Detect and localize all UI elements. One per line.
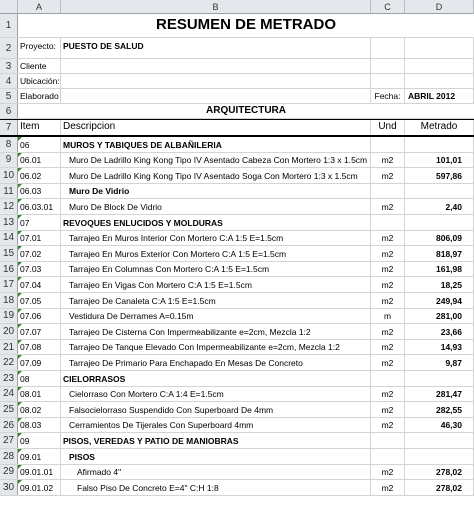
- description-cell[interactable]: Tarrajeo En Columnas Con Mortero C:A 1:5 E=1.5cm: [61, 262, 371, 277]
- table-row: [0, 231, 474, 247]
- metrado-cell[interactable]: [405, 184, 474, 199]
- item-code-cell[interactable]: 07.08: [18, 340, 61, 355]
- row-number[interactable]: 29: [0, 465, 18, 480]
- metrado-cell[interactable]: 161,98: [405, 262, 474, 277]
- description-cell[interactable]: Cielorraso Con Mortero C:A 1:4 E=1.5cm: [61, 387, 371, 402]
- row-number[interactable]: 28: [0, 449, 18, 464]
- item-code-cell[interactable]: 08.01: [18, 387, 61, 402]
- description-cell[interactable]: Tarrajeo En Muros Exterior Con Mortero C:A 1:5 E=1.5cm: [61, 246, 371, 261]
- description-cell[interactable]: Afirmado 4": [61, 465, 371, 480]
- row-number[interactable]: 2: [0, 38, 18, 58]
- row-number[interactable]: 4: [0, 74, 18, 88]
- row-number[interactable]: 15: [0, 246, 18, 261]
- table-row: [0, 246, 474, 262]
- metrado-cell[interactable]: 9,87: [405, 355, 474, 370]
- row-number[interactable]: 1: [0, 14, 18, 37]
- row-number[interactable]: 3: [0, 59, 18, 73]
- description-cell[interactable]: MUROS Y TABIQUES DE ALBAÑILERIA: [61, 137, 371, 152]
- item-code-cell[interactable]: 08: [18, 371, 61, 386]
- item-code-cell[interactable]: 07.05: [18, 293, 61, 308]
- fecha-label[interactable]: Fecha:: [371, 89, 405, 103]
- item-code-cell[interactable]: 06.01: [18, 153, 61, 168]
- item-code-cell[interactable]: 06: [18, 137, 61, 152]
- description-cell[interactable]: Tarrajeo De Cisterna Con Impermeabilizante e=2cm, Mezcla 1:2: [61, 324, 371, 339]
- ubicacion-label[interactable]: Ubicación:: [20, 76, 60, 86]
- description-cell[interactable]: CIELORRASOS: [61, 371, 371, 386]
- row-number[interactable]: 5: [0, 89, 18, 103]
- description-cell[interactable]: Falso Piso De Concreto E=4" C:H 1:8: [61, 480, 371, 495]
- row-number[interactable]: 21: [0, 340, 18, 355]
- table-row: [0, 418, 474, 434]
- unit-cell[interactable]: m2: [371, 246, 405, 261]
- column-header-d[interactable]: D: [405, 0, 474, 14]
- table-row: [0, 277, 474, 293]
- item-code-cell[interactable]: 06.02: [18, 168, 61, 183]
- description-cell[interactable]: Muro De Ladrillo King Kong Tipo IV Asentado Soga Con Mortero 1:3 x 1.5cm: [61, 168, 371, 183]
- unit-cell[interactable]: m2: [371, 277, 405, 292]
- item-code-cell[interactable]: 07: [18, 215, 61, 230]
- item-code-cell[interactable]: 07.09: [18, 355, 61, 370]
- metrado-cell[interactable]: 282,55: [405, 402, 474, 417]
- row-number[interactable]: 24: [0, 387, 18, 402]
- row-number[interactable]: 11: [0, 184, 18, 199]
- item-code-cell[interactable]: 09.01.02: [18, 480, 61, 495]
- description-cell[interactable]: PISOS, VEREDAS Y PATIO DE MANIOBRAS: [61, 433, 371, 448]
- unit-cell[interactable]: m2: [371, 231, 405, 246]
- table-row: [0, 387, 474, 403]
- metrado-cell[interactable]: 281,47: [405, 387, 474, 402]
- metrado-cell[interactable]: [405, 449, 474, 464]
- row-number[interactable]: 6: [0, 104, 18, 118]
- row-number[interactable]: 22: [0, 355, 18, 370]
- metrado-cell[interactable]: 278,02: [405, 480, 474, 495]
- row-number[interactable]: 20: [0, 324, 18, 339]
- table-row: [0, 340, 474, 356]
- cell[interactable]: [61, 74, 371, 88]
- row-number[interactable]: 27: [0, 433, 18, 448]
- cliente-label[interactable]: Cliente: [18, 59, 61, 73]
- cell[interactable]: [371, 38, 405, 58]
- item-code-cell[interactable]: 07.06: [18, 309, 61, 324]
- unit-cell[interactable]: m2: [371, 153, 405, 168]
- description-cell[interactable]: Tarrajeo En Muros Interior Con Mortero C:A 1:5 E=1.5cm: [61, 231, 371, 246]
- unit-cell[interactable]: [371, 433, 405, 448]
- proyecto-value[interactable]: PUESTO DE SALUD: [61, 38, 371, 58]
- row-number[interactable]: 17: [0, 277, 18, 292]
- item-code-cell[interactable]: 07.07: [18, 324, 61, 339]
- metrado-cell[interactable]: [405, 137, 474, 152]
- row-number[interactable]: 19: [0, 309, 18, 324]
- metrado-cell[interactable]: 818,97: [405, 246, 474, 261]
- unit-cell[interactable]: [371, 184, 405, 199]
- row-number[interactable]: 10: [0, 168, 18, 183]
- unit-cell[interactable]: [371, 371, 405, 386]
- header-item[interactable]: Item: [18, 120, 61, 135]
- description-cell[interactable]: Tarrajeo En Vigas Con Mortero C:A 1:5 E=1.5cm: [61, 277, 371, 292]
- metrado-cell[interactable]: 14,93: [405, 340, 474, 355]
- row-number[interactable]: 18: [0, 293, 18, 308]
- item-code-cell[interactable]: 08.02: [18, 402, 61, 417]
- table-row: [0, 371, 474, 387]
- table-row: [0, 449, 474, 465]
- header-metrado[interactable]: Metrado: [405, 120, 474, 135]
- metrado-cell[interactable]: 278,02: [405, 465, 474, 480]
- table-row: [0, 184, 474, 200]
- row-7: [0, 119, 474, 137]
- table-row: [0, 293, 474, 309]
- table-row: [0, 465, 474, 481]
- row-3: [0, 59, 474, 74]
- row-5: [0, 89, 474, 104]
- section-title[interactable]: ARQUITECTURA: [206, 105, 286, 116]
- metrado-cell[interactable]: 101,01: [405, 153, 474, 168]
- table-row: [0, 480, 474, 496]
- proyecto-label[interactable]: Proyecto:: [18, 38, 61, 58]
- unit-cell[interactable]: m2: [371, 465, 405, 480]
- unit-cell[interactable]: m2: [371, 199, 405, 214]
- description-cell[interactable]: Muro De Ladrillo King Kong Tipo IV Asentado Cabeza Con Mortero 1:3 x 1.5cm: [61, 153, 371, 168]
- unit-cell[interactable]: m2: [371, 402, 405, 417]
- table-row: [0, 168, 474, 184]
- description-cell[interactable]: Vestidura De Derrames A=0.15m: [61, 309, 371, 324]
- table-row: [0, 309, 474, 325]
- unit-cell[interactable]: m2: [371, 387, 405, 402]
- description-cell[interactable]: Tarrajeo De Tanque Elevado Con Impermeabilizante e=2cm, Mezcla 1:2: [61, 340, 371, 355]
- row-number[interactable]: 12: [0, 199, 18, 214]
- metrado-cell[interactable]: 46,30: [405, 418, 474, 433]
- table-row: [0, 324, 474, 340]
- description-cell[interactable]: PISOS: [61, 449, 371, 464]
- cell[interactable]: [61, 59, 371, 73]
- unit-cell[interactable]: m: [371, 309, 405, 324]
- row-number[interactable]: 23: [0, 371, 18, 386]
- sheet-title[interactable]: RESUMEN DE METRADO: [155, 16, 336, 33]
- row-number[interactable]: 30: [0, 480, 18, 495]
- unit-cell[interactable]: [371, 215, 405, 230]
- column-header-b[interactable]: B: [61, 0, 371, 14]
- item-code-cell[interactable]: 07.03: [18, 262, 61, 277]
- unit-cell[interactable]: m2: [371, 293, 405, 308]
- unit-cell[interactable]: m2: [371, 168, 405, 183]
- metrado-cell[interactable]: 597,86: [405, 168, 474, 183]
- metrado-cell[interactable]: 249,94: [405, 293, 474, 308]
- row-number[interactable]: 25: [0, 402, 18, 417]
- select-all-corner[interactable]: [0, 0, 18, 14]
- metrado-cell[interactable]: [405, 371, 474, 386]
- item-code-cell[interactable]: 07.01: [18, 231, 61, 246]
- description-cell[interactable]: Cerramientos De Tijerales Con Superboard 4mm: [61, 418, 371, 433]
- row-2: [0, 38, 474, 59]
- cell[interactable]: [405, 38, 474, 58]
- metrado-cell[interactable]: 18,25: [405, 277, 474, 292]
- metrado-cell[interactable]: 2,40: [405, 199, 474, 214]
- unit-cell[interactable]: m2: [371, 324, 405, 339]
- item-code-cell[interactable]: 09.01.01: [18, 465, 61, 480]
- description-cell[interactable]: REVOQUES ENLUCIDOS Y MOLDURAS: [61, 215, 371, 230]
- description-cell[interactable]: Muro De Vidrio: [61, 184, 371, 199]
- item-code-cell[interactable]: 06.03.01: [18, 199, 61, 214]
- description-cell[interactable]: Muro De Block De Vidrio: [61, 199, 371, 214]
- table-row: [0, 433, 474, 449]
- elaborado-label[interactable]: Elaborado: [18, 89, 61, 103]
- unit-cell[interactable]: [371, 449, 405, 464]
- unit-cell[interactable]: m2: [371, 355, 405, 370]
- description-cell[interactable]: Tarrajeo De Primario Para Enchapado En Mesas De Concreto: [61, 355, 371, 370]
- unit-cell[interactable]: m2: [371, 262, 405, 277]
- metrado-cell[interactable]: 23,66: [405, 324, 474, 339]
- unit-cell[interactable]: m2: [371, 340, 405, 355]
- row-number[interactable]: 9: [0, 153, 18, 168]
- row-4: [0, 74, 474, 89]
- fecha-value[interactable]: ABRIL 2012: [405, 89, 474, 103]
- item-code-cell[interactable]: 08.03: [18, 418, 61, 433]
- row-number[interactable]: 8: [0, 137, 18, 152]
- metrado-cell[interactable]: [405, 433, 474, 448]
- table-row: [0, 153, 474, 169]
- table-row: [0, 355, 474, 371]
- unit-cell[interactable]: [371, 137, 405, 152]
- row-number[interactable]: 13: [0, 215, 18, 230]
- item-code-cell[interactable]: 06.03: [18, 184, 61, 199]
- cell[interactable]: [405, 59, 474, 73]
- item-code-cell[interactable]: 07.02: [18, 246, 61, 261]
- row-number[interactable]: 7: [0, 120, 18, 135]
- item-code-cell[interactable]: 07.04: [18, 277, 61, 292]
- description-cell[interactable]: Falsocielorraso Suspendido Con Superboard De 4mm: [61, 402, 371, 417]
- table-row: [0, 262, 474, 278]
- row-number[interactable]: 14: [0, 231, 18, 246]
- metrado-cell[interactable]: 281,00: [405, 309, 474, 324]
- column-header-c[interactable]: C: [371, 0, 405, 14]
- metrado-cell[interactable]: [405, 215, 474, 230]
- row-number[interactable]: 26: [0, 418, 18, 433]
- table-row: [0, 199, 474, 215]
- table-row: [0, 137, 474, 153]
- header-und[interactable]: Und: [371, 120, 405, 135]
- table-row: [0, 402, 474, 418]
- metrado-cell[interactable]: 806,09: [405, 231, 474, 246]
- description-cell[interactable]: Tarrajeo De Canaleta C:A 1:5 E=1.5cm: [61, 293, 371, 308]
- row-1: [0, 14, 474, 38]
- column-header-a[interactable]: A: [18, 0, 61, 14]
- table-row: [0, 215, 474, 231]
- header-descripcion[interactable]: Descripcion: [61, 120, 371, 135]
- cell[interactable]: [371, 59, 405, 73]
- cell[interactable]: [61, 89, 371, 103]
- cell[interactable]: [371, 74, 405, 88]
- item-code-cell[interactable]: 09: [18, 433, 61, 448]
- item-code-cell[interactable]: 09.01: [18, 449, 61, 464]
- unit-cell[interactable]: m2: [371, 480, 405, 495]
- unit-cell[interactable]: m2: [371, 418, 405, 433]
- cell[interactable]: [405, 74, 474, 88]
- row-6: [0, 104, 474, 119]
- row-number[interactable]: 16: [0, 262, 18, 277]
